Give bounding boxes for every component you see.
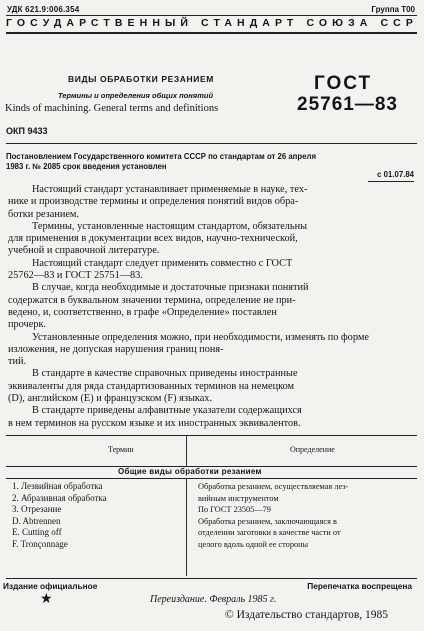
definition-line: отделении заготовки в качестве части от <box>198 528 341 538</box>
footer-rule <box>6 578 417 579</box>
text-line: тий. <box>8 356 27 368</box>
column-header-term: Термин <box>108 445 134 454</box>
group-code: Группа Т00 <box>371 5 415 14</box>
effective-date-underline <box>368 181 414 182</box>
text-line: нике и производстве термины и определения понятий видов обра- <box>8 196 299 208</box>
definition-line: По ГОСТ 23505—79 <box>198 505 271 515</box>
text-line: В случае, когда необходимые и достаточные признаки понятий <box>32 282 309 294</box>
text-line: учебной и справочной литературе. <box>8 245 160 257</box>
document-subtitle: Термины и определения общих понятий <box>58 91 214 100</box>
paragraph <box>8 184 412 221</box>
udk-code: УДК 621.9:006.354 <box>7 5 80 14</box>
definitions-column <box>198 481 348 551</box>
text-line: В стандарте в качестве справочных приведены иностранные <box>32 368 298 380</box>
text-line: Настоящий стандарт устанавливает применяемые в науке, тех- <box>32 184 308 195</box>
document-title: ВИДЫ ОБРАБОТКИ РЕЗАНИЕМ <box>68 74 214 84</box>
text-line: Установленные определения можно, при необходимости, изменять по форме изложения, не допуская нарушения границ поня- <box>8 331 369 355</box>
table-rule-section <box>6 478 417 479</box>
decree-line: Постановлением Государственного комитета СССР по стандартам от 26 апреля <box>6 152 316 161</box>
paragraph <box>8 221 412 258</box>
paragraph <box>8 258 412 283</box>
text-line: содержатся в буквальном значении термина, определение не при- <box>8 294 296 306</box>
column-header-definition: Определение <box>290 445 335 454</box>
text-line: Настоящий стандарт следует применять совместно с ГОСТ <box>32 257 293 269</box>
decree-line: 1983 г. № 2085 срок введения установлен <box>6 162 167 171</box>
paragraph <box>8 332 412 369</box>
paragraph <box>8 368 412 405</box>
definition-line: Обработка резанием, осуществляемая лез- <box>198 482 349 491</box>
term-item: 2. Абразивная обработка <box>12 492 107 503</box>
text-line: для применения в документации всех видов, научно-технической, <box>8 233 298 245</box>
term-item: 3. Отрезание <box>12 504 62 515</box>
okp-code: ОКП 9433 <box>6 126 48 136</box>
paragraph <box>8 282 412 331</box>
reprint-forbidden-label: Перепечатка воспрещена <box>307 581 412 591</box>
text-line: (D), английском (E) и французском (F) языках. <box>8 393 213 405</box>
header-rule-bottom <box>6 32 417 34</box>
effective-date: с 01.07.84 <box>377 170 414 179</box>
paragraph <box>8 405 412 430</box>
text-line: 25762—83 и ГОСТ 25751—83. <box>8 270 143 282</box>
header-rule-top <box>6 15 417 16</box>
reprint-note: Переиздание. Февраль 1985 г. <box>150 594 277 605</box>
standard-banner: ГОСУДАРСТВЕННЫЙ СТАНДАРТ СОЮЗА ССР <box>6 17 418 29</box>
gost-number: 25761—83 <box>297 94 398 115</box>
section-title: Общие виды обработки резанием <box>118 467 262 476</box>
table-rule-top <box>6 435 417 436</box>
definition-line: вийным инструментом <box>198 493 279 503</box>
term-item: F. Tronçonnage <box>12 538 68 549</box>
definition-line: Обработка резанием, заключающаяся в <box>198 516 337 526</box>
text-line: Термины, установленные настоящим стандартом, обязательны <box>32 220 308 232</box>
official-edition-label: Издание официальное <box>3 581 98 591</box>
document-title-english: Kinds of machining. General terms and definitions <box>5 103 219 114</box>
term-item: E. Cutting off <box>12 527 62 538</box>
table-body-divider <box>186 478 187 576</box>
text-line: в нем терминов на русском языке и их иностранных эквивалентов. <box>8 417 301 429</box>
gost-label: ГОСТ <box>314 73 373 94</box>
term-item: D. Abtrennen <box>12 515 61 526</box>
copyright-notice: © Издательство стандартов, 1985 <box>225 609 389 621</box>
title-rule <box>6 143 417 144</box>
text-line: эквиваленты для ряда стандартизованных терминов на немецком <box>8 380 295 392</box>
terms-column <box>12 481 107 551</box>
table-header-divider <box>186 435 187 466</box>
term-item: 1. Лезвийная обработка <box>12 481 103 491</box>
definition-line: целого вдоль одной ее стороны <box>198 539 309 549</box>
text-line: прочерк. <box>8 319 47 331</box>
text-line: ботки резанием. <box>8 208 80 220</box>
decree-text <box>6 152 416 172</box>
text-line: ведено, и, соответственно, в графе «Определение» поставлен <box>8 306 277 318</box>
body-text <box>8 184 412 430</box>
text-line: В стандарте приведены алфавитные указатели содержащихся <box>32 405 302 417</box>
star-icon: ★ <box>40 592 53 607</box>
